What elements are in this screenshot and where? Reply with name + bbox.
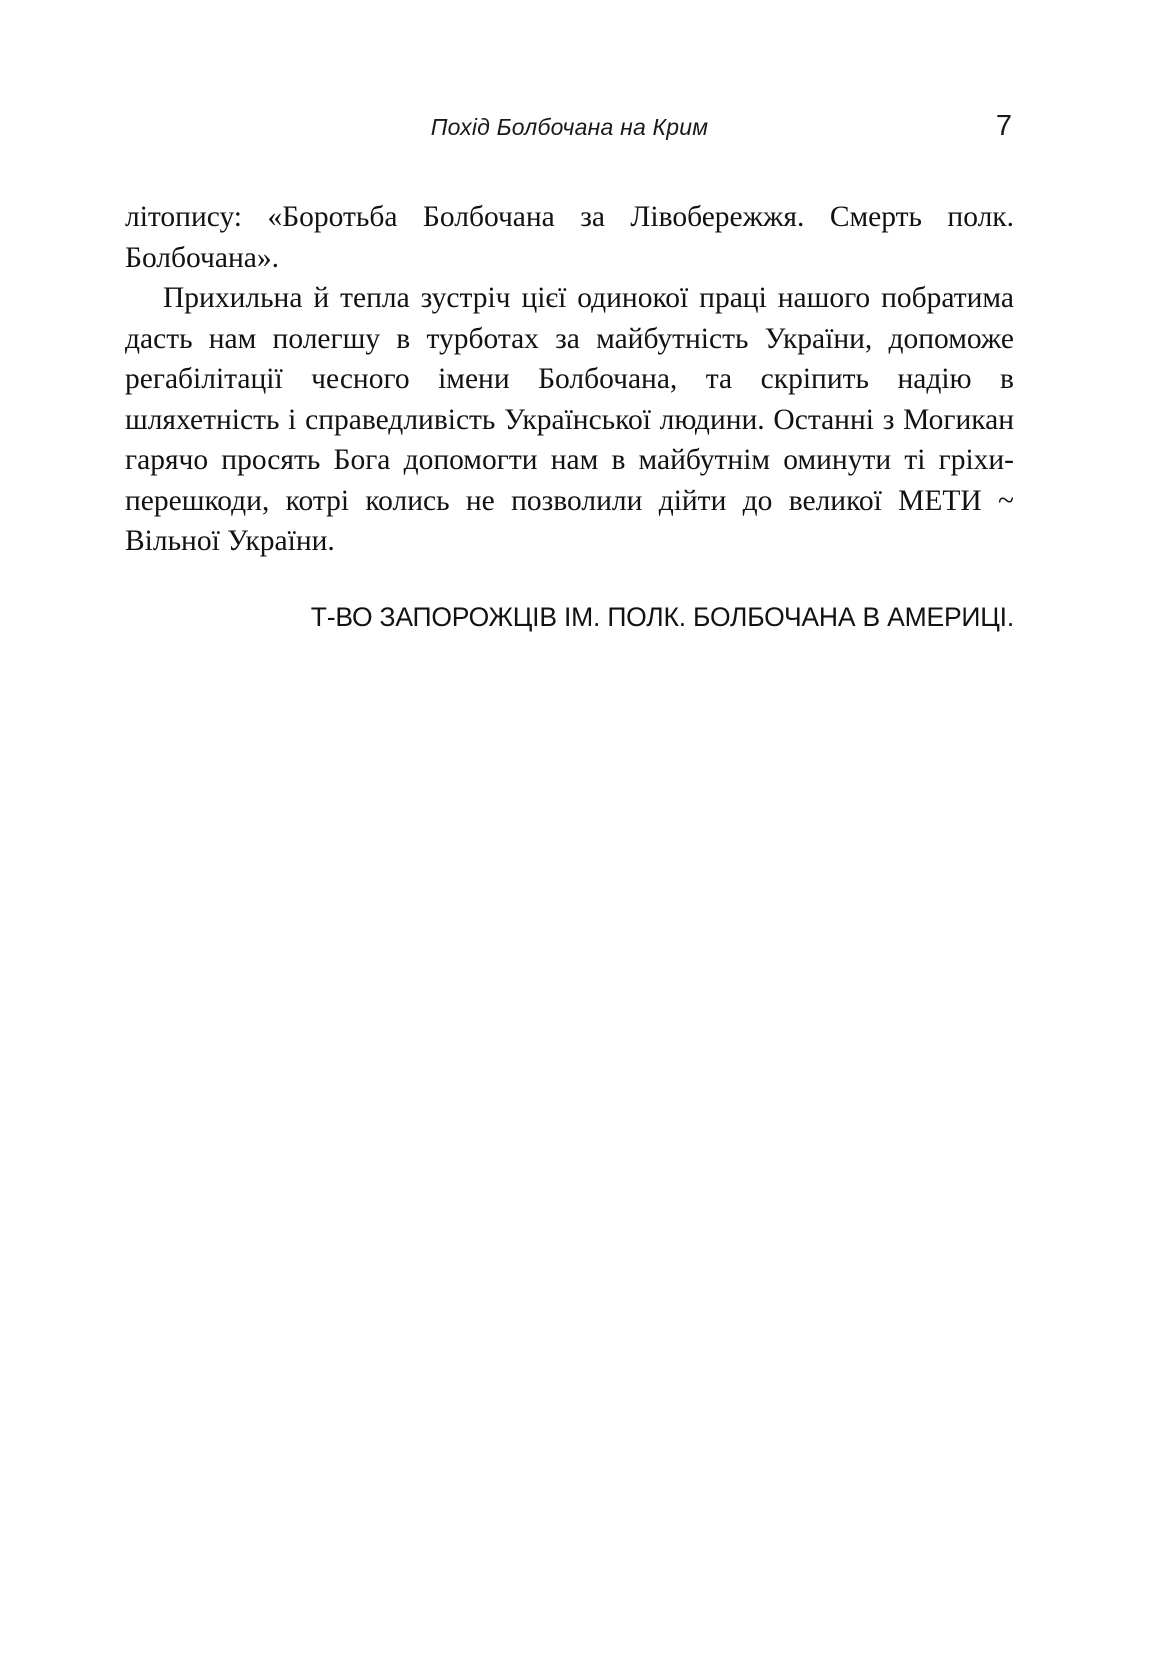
- text-line: Болбочана».: [125, 241, 279, 274]
- text-line: України, допоможе регабілітації чесного імени Болбочана, та: [125, 322, 1015, 395]
- text-line: Прихильна й тепла зустріч цієї одинокої праці нашого: [163, 282, 871, 314]
- text-line: в майбутнім оминути ті гріхи-перешкоди, котрі колись не: [125, 444, 1014, 517]
- paragraph-main: [125, 278, 1014, 562]
- text-line: скріпить надію в шляхетність і справедливість Української: [125, 363, 1014, 436]
- page-number: 7: [995, 110, 1012, 142]
- text-line: людини. Останні з Могикан гарячо просять Бога допомогти нам: [125, 403, 1014, 476]
- text-line: літопису: «Боротьба Болбочана за Лівобережжя. Смерть полк.: [125, 201, 1014, 233]
- running-title: Похід Болбочана на Крим: [430, 114, 709, 140]
- paragraph-continuation: [125, 197, 1014, 278]
- text-line: побратима дасть нам полегшу в турботах за майбутність: [125, 282, 1014, 355]
- text-line: позволили дійти до великої МЕТИ ~ Вільної України.: [125, 484, 1015, 557]
- running-header: [125, 112, 1014, 148]
- body-text: [125, 197, 1014, 562]
- signature-line: Т-ВО ЗАПОРОЖЦІВ ІМ. ПОЛК. БОЛБОЧАНА В АМЕРИЦІ.: [310, 602, 1014, 632]
